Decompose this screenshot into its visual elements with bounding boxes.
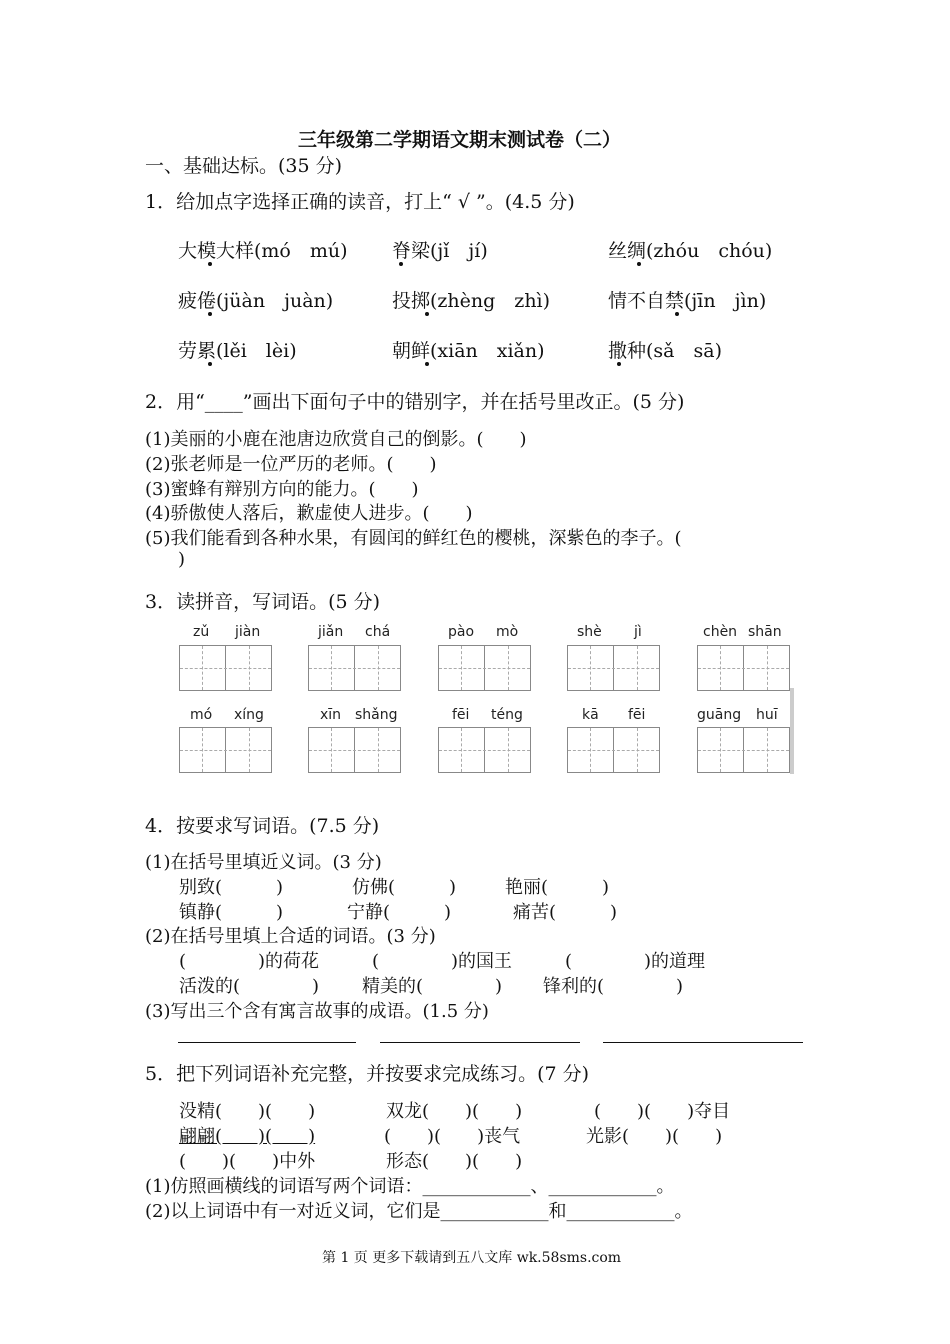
q5-item: 形态( )( ) — [386, 1151, 523, 1172]
section-heading: 一、基础达标。(35 分) — [145, 155, 343, 177]
q5-item-underlined: 翩翩( )( ) — [179, 1126, 316, 1147]
q5-sub: (2)以上词语中有一对近义词，它们是____________和____________。 — [145, 1201, 693, 1222]
emphasis-dot — [675, 312, 679, 316]
answer-line[interactable] — [380, 1042, 580, 1043]
q2-heading: 2．用“____”画出下面句子中的错别字，并在括号里改正。(5 分) — [145, 391, 685, 413]
pinyin: jiǎn — [318, 624, 344, 640]
writing-grid[interactable] — [179, 645, 272, 691]
q2-line: (5)我们能看到各种水果，有圆闰的鲜红色的樱桃，深紫色的李子。( — [145, 528, 682, 549]
page-footer: 第 1 页 更多下载请到五八文库 wk.58sms.com — [322, 1250, 622, 1266]
q5-item: ( )( )中外 — [179, 1151, 316, 1172]
pinyin: jì — [634, 624, 642, 640]
q1-item: 疲倦(jüàn juàn) — [178, 290, 334, 312]
q4-item: 活泼的( ) — [179, 976, 320, 997]
q4-item: 宁静( ) — [347, 902, 452, 923]
q4-item: ( )的荷花 — [179, 951, 320, 972]
pinyin: shān — [748, 624, 782, 640]
emphasis-dot — [425, 312, 429, 316]
pinyin: shè — [577, 624, 602, 640]
emphasis-dot — [425, 362, 429, 366]
q4-item: 精美的( ) — [362, 976, 503, 997]
pinyin: jiàn — [235, 624, 261, 640]
emphasis-dot — [208, 262, 212, 266]
q1-item: 撒种(sǎ sā) — [608, 340, 722, 362]
watermark-fragment — [790, 688, 794, 774]
q4-sub: (1)在括号里填近义词。(3 分) — [145, 852, 382, 873]
writing-grid[interactable] — [308, 727, 401, 773]
q5-item: ( )( )丧气 — [384, 1126, 521, 1147]
writing-grid[interactable] — [308, 645, 401, 691]
q1-item: 大模大样(mó mú) — [178, 240, 348, 262]
writing-grid[interactable] — [567, 645, 660, 691]
pinyin: fēi — [628, 707, 646, 723]
pinyin: chá — [365, 624, 391, 640]
page-title: 三年级第二学期语文期末测试卷（二） — [298, 129, 622, 151]
q2-line: (3)蜜蜂有辩别方向的能力。( ) — [145, 479, 419, 500]
q4-item: ( )的道理 — [565, 951, 706, 972]
pinyin: fēi — [452, 707, 470, 723]
emphasis-dot — [637, 262, 641, 266]
q4-item: 艳丽( ) — [505, 877, 610, 898]
writing-grid[interactable] — [697, 727, 790, 773]
emphasis-dot — [208, 362, 212, 366]
pinyin: mó — [190, 707, 213, 723]
q5-item: ( )( )夺目 — [594, 1101, 731, 1122]
q1-heading: 1．给加点字选择正确的读音，打上“ √ ”。(4.5 分) — [145, 191, 575, 213]
q4-item: 锋利的( ) — [543, 976, 684, 997]
pinyin: pào — [448, 624, 475, 640]
answer-line[interactable] — [603, 1042, 803, 1043]
q5-item: 没精( )( ) — [179, 1101, 316, 1122]
writing-grid[interactable] — [179, 727, 272, 773]
q3-heading: 3．读拼音，写词语。(5 分) — [145, 591, 381, 613]
pinyin: zǔ — [193, 624, 210, 640]
writing-grid[interactable] — [438, 727, 531, 773]
pinyin: chèn — [703, 624, 738, 640]
q2-line: ) — [178, 549, 186, 570]
emphasis-dot — [399, 262, 403, 266]
pinyin: huī — [756, 707, 778, 723]
q4-item: 仿佛( ) — [352, 877, 457, 898]
q1-item: 丝绸(zhóu chóu) — [608, 240, 773, 262]
pinyin: xíng — [234, 707, 264, 723]
answer-line[interactable] — [178, 1042, 356, 1043]
q1-item: 脊梁(jǐ jí) — [392, 240, 488, 262]
q4-heading: 4．按要求写词语。(7.5 分) — [145, 815, 380, 837]
q5-heading: 5．把下列词语补充完整，并按要求完成练习。(7 分) — [145, 1063, 590, 1085]
q2-line: (1)美丽的小鹿在池唐边欣赏自己的倒影。( ) — [145, 429, 527, 450]
q1-item: 情不自禁(jīn jìn) — [608, 290, 767, 312]
q1-item: 投掷(zhèng zhì) — [392, 290, 551, 312]
pinyin: shǎng — [355, 707, 398, 723]
writing-grid[interactable] — [438, 645, 531, 691]
pinyin: xīn — [320, 707, 342, 723]
q4-item: 别致( ) — [179, 877, 284, 898]
q1-item: 朝鲜(xiān xiǎn) — [392, 340, 545, 362]
q1-item: 劳累(lěi lèi) — [178, 340, 297, 362]
q4-item: 痛苦( ) — [513, 902, 618, 923]
q4-sub: (3)写出三个含有寓言故事的成语。(1.5 分) — [145, 1001, 489, 1022]
q5-item: 双龙( )( ) — [386, 1101, 523, 1122]
pinyin: mò — [496, 624, 519, 640]
writing-grid[interactable] — [567, 727, 660, 773]
q2-line: (4)骄傲使人落后，歉虚使人进步。( ) — [145, 503, 473, 524]
writing-grid[interactable] — [697, 645, 790, 691]
q4-sub: (2)在括号里填上合适的词语。(3 分) — [145, 926, 436, 947]
q4-item: ( )的国王 — [372, 951, 513, 972]
q5-sub: (1)仿照画横线的词语写两个词语：____________、____________。 — [145, 1176, 675, 1197]
q5-item: 光影( )( ) — [586, 1126, 723, 1147]
emphasis-dot — [208, 312, 212, 316]
pinyin: kā — [582, 707, 599, 723]
q2-line: (2)张老师是一位严历的老师。( ) — [145, 454, 437, 475]
pinyin: guāng — [697, 707, 742, 723]
pinyin: téng — [491, 707, 523, 723]
q4-item: 镇静( ) — [179, 902, 284, 923]
emphasis-dot — [617, 362, 621, 366]
